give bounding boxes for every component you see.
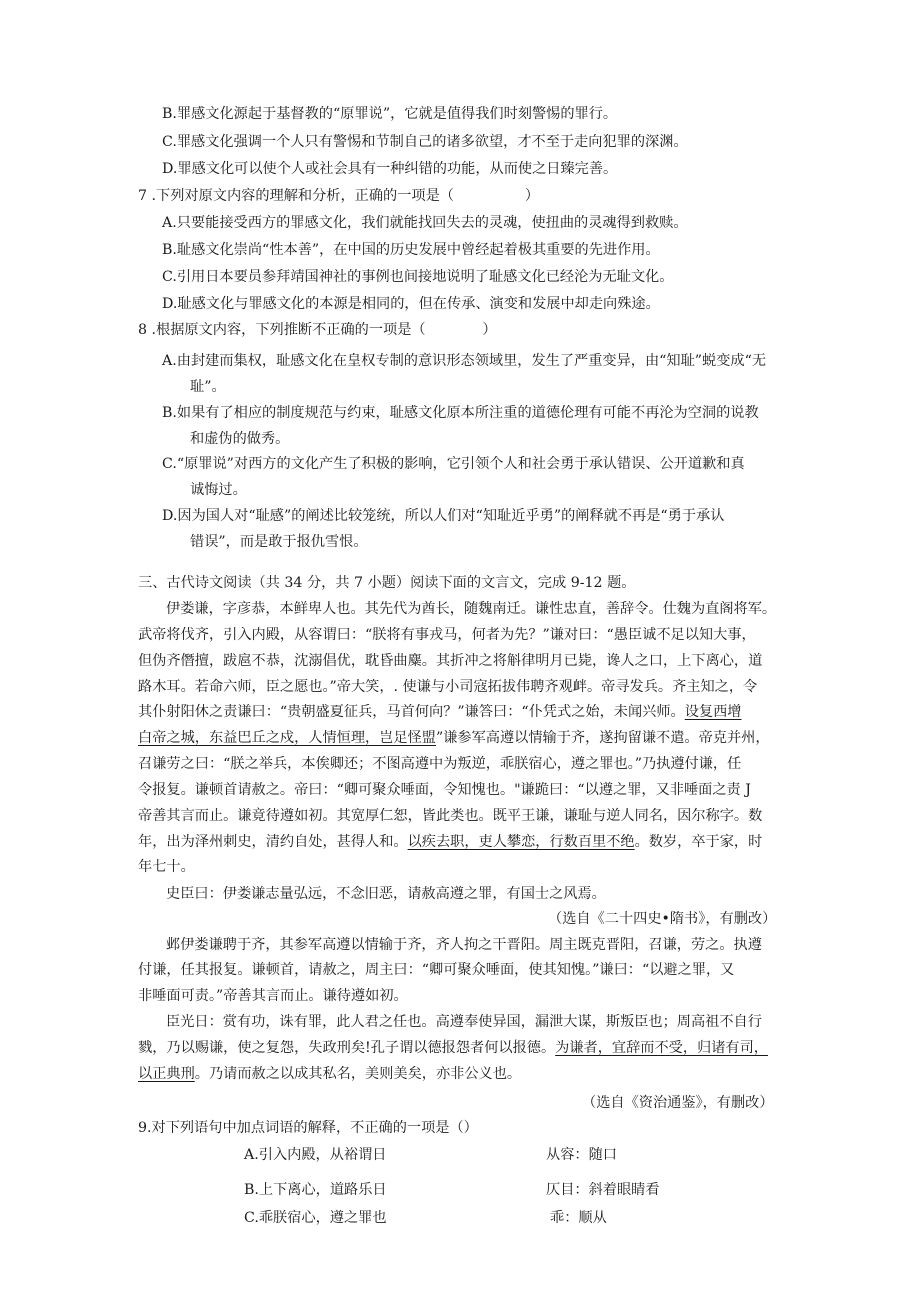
underlined-sentence: 设复西增 (684, 704, 742, 720)
q7-stem: 7 .下列对原文内容的理解和分析，正确的一项是（ ） (138, 188, 540, 204)
passage1-text: ”谦参军高遵以情输于齐，遂拘留谦不遣。帝克并州， (435, 730, 770, 746)
passage1-line: 伊娄谦，字彦恭，本鲜卑人也。其先代为酋长，随魏南迁。谦性忠直，善辞令。仕魏为直阁将军。 (166, 601, 777, 617)
q9-option-a: A.引入内殿，从裕谓日 (244, 1147, 387, 1163)
q7-option-b: B.耻感文化崇尚“性本善”，在中国的历史发展中曾经起着极其重要的先进作用。 (162, 242, 660, 258)
q8-option-d-line2: 错误”，而是敢于报仇雪恨。 (190, 534, 368, 550)
underlined-sentence: 为谦者，宜辞而不受，归诸有司， (555, 1040, 768, 1056)
passage3-text: 戮，乃以赐谦，使之复怨，失政刑矣!孔子谓以德报怨者何以报德。 (138, 1040, 556, 1056)
q8-stem: 8 .根据原文内容，下列推断不正确的一项是（ ） (138, 322, 497, 338)
passage1-text: 年，出为泽州刺史，清约自处，甚得人和。 (138, 834, 408, 850)
q9-option-c-explanation: 乖：顺从 (550, 1210, 607, 1226)
q9-option-a-explanation: 从容：随口 (546, 1147, 617, 1163)
q7-option-c: C.引用日本要员参拜靖国神社的事例也间接地说明了耻感文化已经沦为无耻文化。 (162, 269, 674, 285)
q9-option-c: C.乖朕宿心，遵之罪也 (244, 1210, 387, 1226)
underlined-sentence: 以疾去职，吏人攀恋，行数百里不绝 (407, 834, 635, 850)
passage1-line: 召谦劳之曰：“朕之举兵，本俟卿还；不图高遵中为叛逆，乖朕宿心，遵之罪也。”乃执遵付谦，任 (138, 756, 742, 772)
passage1-line (138, 702, 741, 722)
q8-option-a-line1: A.由封建而集权，耻感文化在皇权专制的意识形态领域里，发生了严重变异，由“知耻”蜕变成“无 (162, 353, 767, 369)
q7-option-a: A.只要能接受西方的罪感文化，我们就能找回失去的灵魂，使扭曲的灵魂得到救赎。 (162, 215, 688, 231)
q9-stem: 9.对下列语句中加点词语的解释，不正确的一项是（） (138, 1120, 478, 1136)
q8-option-b-line2: 和虚伪的做秀。 (190, 431, 290, 447)
q6-option-b: B.罪感文化源起于基督教的“原罪说”，它就是值得我们时刻警惕的罪行。 (162, 106, 618, 122)
source-note: （选自《资治通鉴》，有删改） (582, 1095, 774, 1111)
q7-option-d: D.耻感文化与罪感文化的本源是相同的，但在传承、演变和发展中却走向殊途。 (162, 296, 660, 312)
passage1-text: 其仆射阳休之责谦曰：“贵朝盛夏征兵，马首何向？”谦答曰：“仆凭式之始，未闻兴师。 (138, 704, 685, 720)
historian-comment: 史臣曰：伊娄谦志量弘远，不念旧恶，请赦高遵之罪，有国士之风焉。 (166, 886, 606, 902)
passage1-line: 年七十。 (138, 859, 195, 875)
passage1-line (138, 832, 762, 852)
q8-option-b-line1: B.如果有了相应的制度规范与约束，耻感文化原本所注重的道德伦理有可能不再沦为空洞的说教 (162, 405, 759, 421)
passage1-line: 武帝将伐齐，引入内殿，从容谓曰：“朕将有事戎马，何者为先？”谦对曰：“愚臣诚不足以知大事， (138, 627, 756, 643)
passage2-line: 邺伊娄谦聘于齐，其参军高遵以情输于齐，齐人拘之干晋阳。周主既克晋阳，召谦，劳之。执遵 (166, 937, 762, 953)
q8-option-a-line2: 耻”。 (190, 379, 226, 395)
q6-option-d: D.罪感文化可以使个人或社会具有一种纠错的功能，从而使之日臻完善。 (162, 161, 618, 177)
q9-option-b-explanation: 仄目：斜着眼睛看 (546, 1182, 660, 1198)
passage2-line: 非唾面可责。”帝善其言而止。谦待遵如初。 (138, 988, 408, 1004)
passage2-line: 付谦，任其报复。谦顿首，请赦之，周主曰：“卿可聚众唾面，使其知愧。”谦曰：“以避之罪，又 (138, 962, 735, 978)
q8-option-c-line2: 诚悔过。 (190, 482, 247, 498)
q9-option-b: B.上下离心，道路乐日 (244, 1182, 387, 1198)
source-note: （选自《二十四史•隋书》，有删改） (548, 911, 777, 927)
passage1-line: 帝善其言而止。谦竟待遵如初。其宽厚仁恕，皆此类也。既平王谦，谦耻与逆人同名，因尔称字。数 (138, 808, 763, 824)
underlined-sentence: 以正典刑 (138, 1066, 195, 1082)
passage1-line: 但伪齐僭擅，跋扈不恭，沈溺倡优，耽昏曲麋。其折冲之将斛律明月已毙，谗人之口，上下离心，道 (138, 653, 763, 669)
passage1-text: 。数岁，卒于家，时 (634, 834, 763, 850)
passage1-line (138, 728, 770, 748)
passage3-text: 。乃请而赦之以成其私名，美则美矣，亦非公义也。 (194, 1066, 522, 1082)
q8-option-d-line1: D.因为国人对“耻感”的阐述比较笼统，所以人们对“知耻近乎勇”的阐释就不再是“勇于承认 (162, 508, 725, 524)
passage3-line: 臣光日：赏有功，诛有罪，此人君之任也。高遵奉使异国，漏泄大谋，斯叛臣也；周高祖不自行 (166, 1014, 762, 1030)
underlined-sentence: 白帝之城，东益巴丘之戍，人情恒理，岂足怪盟 (138, 730, 436, 746)
passage1-line: 令报复。谦顿首请赦之。帝曰：“卿可聚众唾面，令知愧也。"谦跪曰：“以遵之罪，又非唾面之责 J (138, 782, 751, 798)
section3-heading: 三、古代诗文阅读（共 34 分，共 7 小题）阅读下面的文言文，完成 9-12 题。 (138, 575, 636, 591)
passage3-line (138, 1064, 521, 1084)
q6-option-c: C.罪感文化强调一个人只有警惕和节制自己的诸多欲望，才不至于走向犯罪的深渊。 (162, 134, 688, 150)
passage1-line: 路木耳。若命六师，臣之愿也。”帝大笑，. 使谦与小司寇拓拔伟聘齐观衅。帝寻发兵。齐主知之，令 (138, 679, 758, 695)
q8-option-c-line1: C.“原罪说”对西方的文化产生了积极的影响，它引领个人和社会勇于承认错误、公开道歉和真 (162, 456, 745, 472)
passage3-line (138, 1038, 768, 1058)
